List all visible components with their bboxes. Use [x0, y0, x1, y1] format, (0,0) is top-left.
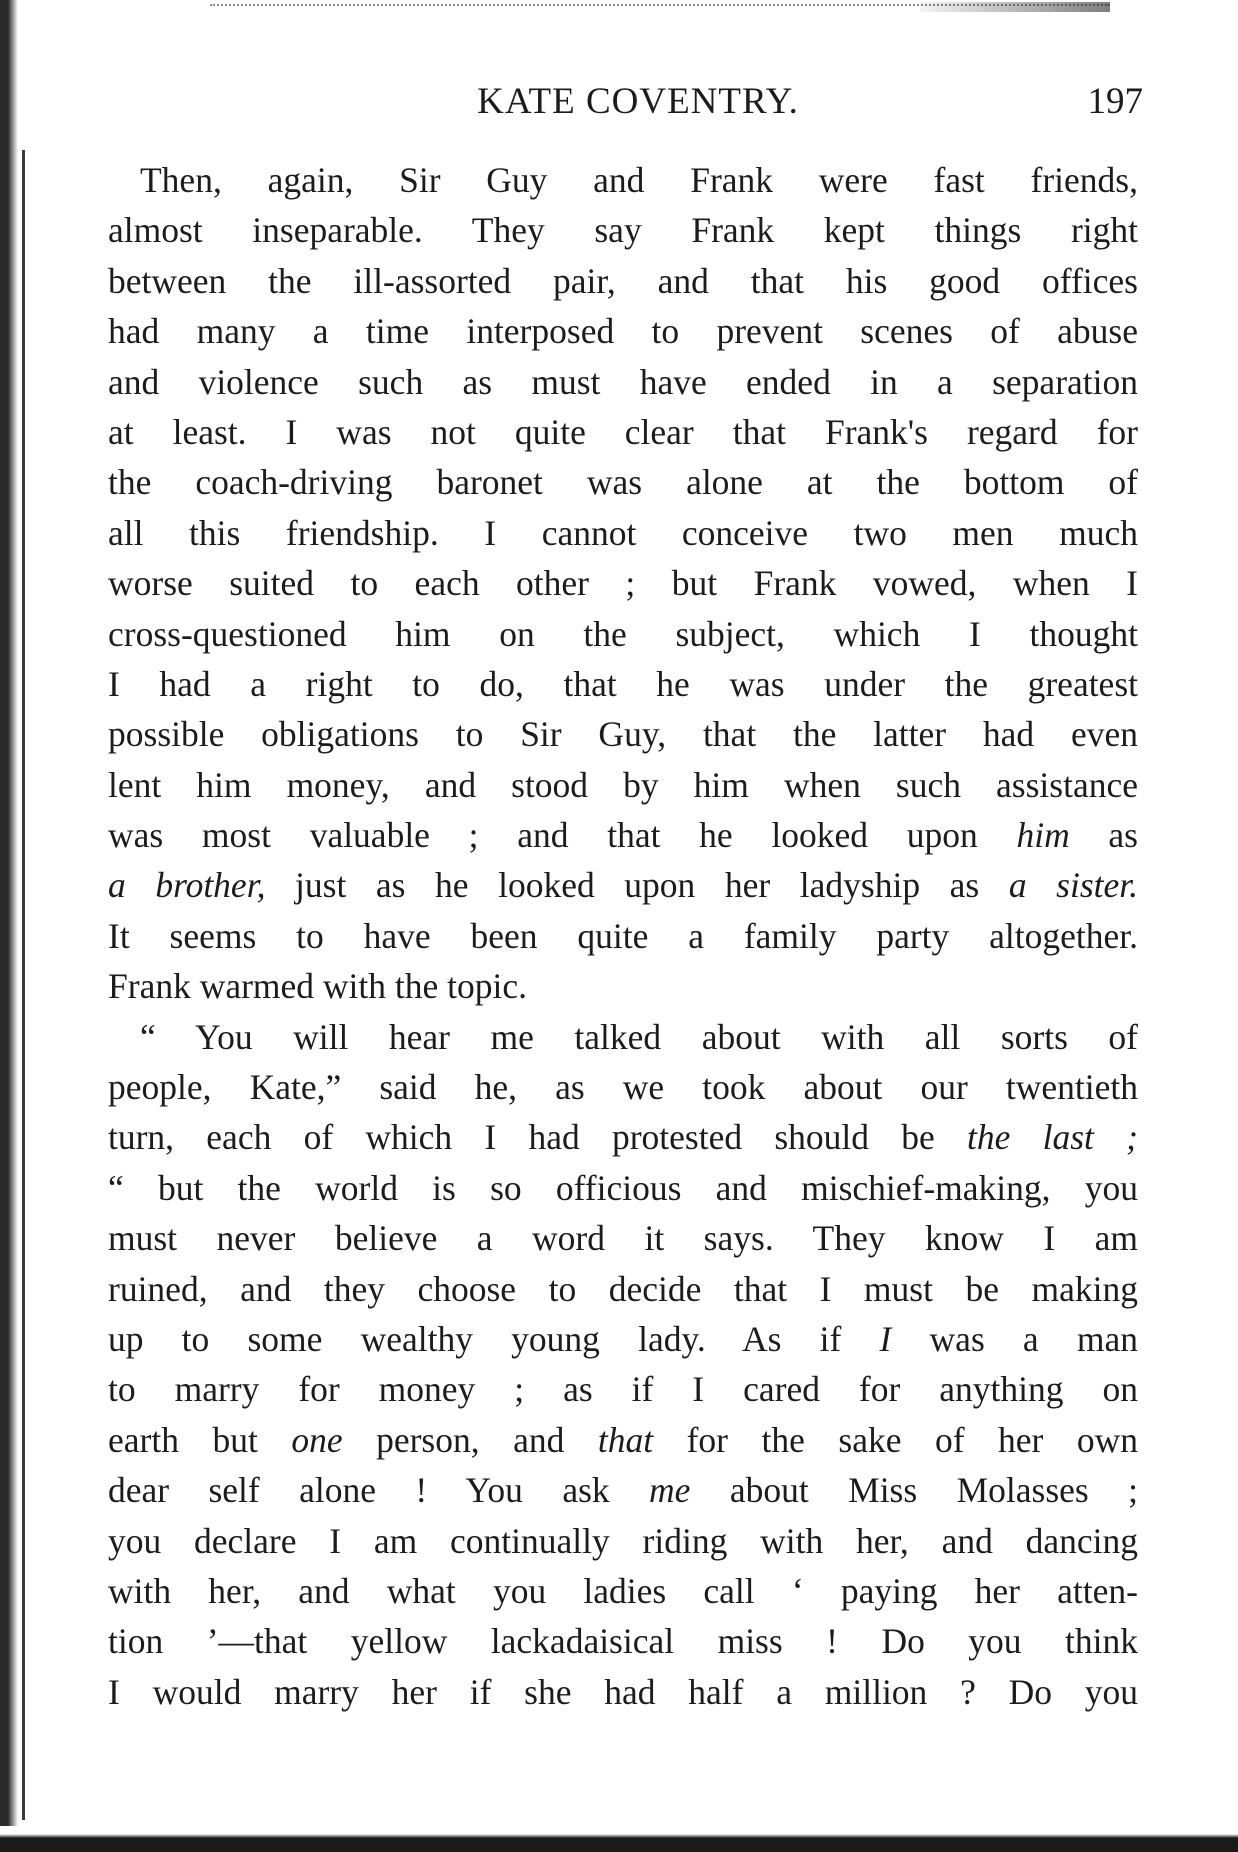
text-line: worse suited to each other ; but Frank vowed, when I: [108, 563, 1138, 604]
text-line: must never believe a word it says. They know I am: [108, 1218, 1138, 1259]
italic-word: I: [879, 1318, 892, 1359]
text-line: earth but one person, and that for the sake of her own: [108, 1419, 1138, 1460]
body-text: [108, 155, 1138, 1717]
text-line: you declare I am continually riding with her, and dancing: [108, 1520, 1138, 1561]
text-line: almost inseparable. They say Frank kept things right: [108, 210, 1138, 251]
text-line: to marry for money ; as if I cared for anything on: [108, 1369, 1138, 1410]
italic-word: one: [291, 1419, 343, 1460]
text-line: It seems to have been quite a family party altogether.: [108, 915, 1138, 956]
running-head: [108, 80, 1143, 132]
text-line: with her, and what you ladies call ‘ paying her atten-: [108, 1570, 1138, 1611]
text-line: Then, again, Sir Guy and Frank were fast friends,: [140, 160, 1138, 200]
italic-word: a sister.: [1008, 865, 1139, 906]
text-line: dear self alone ! You ask me about Miss Molasses ;: [108, 1470, 1138, 1511]
text-line: was most valuable ; and that he looked upon him as: [108, 815, 1138, 856]
text-line: tion ’—that yellow lackadaisical miss ! Do you think: [108, 1621, 1138, 1662]
binding-shadow: [0, 0, 18, 1852]
scan-edge-bottom: [0, 1826, 1238, 1852]
text-line: “ You will hear me talked about with all sorts of: [140, 1016, 1138, 1057]
text-line: the coach-driving baronet was alone at the bottom of: [108, 462, 1138, 503]
text-line: people, Kate,” said he, as we took about our twentieth: [108, 1067, 1138, 1108]
text-line: a brother, just as he looked upon her ladyship as a sister.: [108, 865, 1139, 906]
text-line: I had a right to do, that he was under the greatest: [108, 663, 1138, 704]
running-title: KATE COVENTRY.: [477, 81, 799, 122]
italic-word: him: [1016, 815, 1070, 856]
text-line: lent him money, and stood by him when such assistance: [108, 764, 1138, 805]
text-line: “ but the world is so officious and mischief-making, you: [108, 1167, 1138, 1208]
text-line: had many a time interposed to prevent scenes of abuse: [108, 311, 1138, 352]
text-line: possible obligations to Sir Guy, that the latter had even: [108, 714, 1138, 755]
text-line: ruined, and they choose to decide that I must be making: [108, 1268, 1138, 1309]
text-line: between the ill-assorted pair, and that his good offices: [108, 260, 1138, 301]
scan-edge-line: [22, 150, 25, 1820]
italic-word: that: [597, 1419, 654, 1460]
text-line: cross-questioned him on the subject, which I thought: [108, 613, 1138, 654]
text-line: up to some wealthy young lady. As if I was a man: [108, 1318, 1138, 1359]
italic-word: a brother,: [108, 865, 266, 906]
text-line: Frank warmed with the topic.: [108, 966, 527, 1007]
scan-noise-top-dark: [920, 2, 1110, 12]
italic-word: me: [649, 1470, 691, 1511]
text-line: I would marry her if she had half a million ? Do you: [108, 1671, 1138, 1712]
text-line: and violence such as must have ended in a separation: [108, 361, 1138, 402]
page-number: 197: [1087, 81, 1143, 122]
text-line: turn, each of which I had protested should be the last ;: [108, 1117, 1138, 1158]
text-line: all this friendship. I cannot conceive two men much: [108, 512, 1138, 553]
italic-word: the last ;: [967, 1117, 1138, 1158]
text-line: at least. I was not quite clear that Frank's regard for: [108, 411, 1138, 452]
